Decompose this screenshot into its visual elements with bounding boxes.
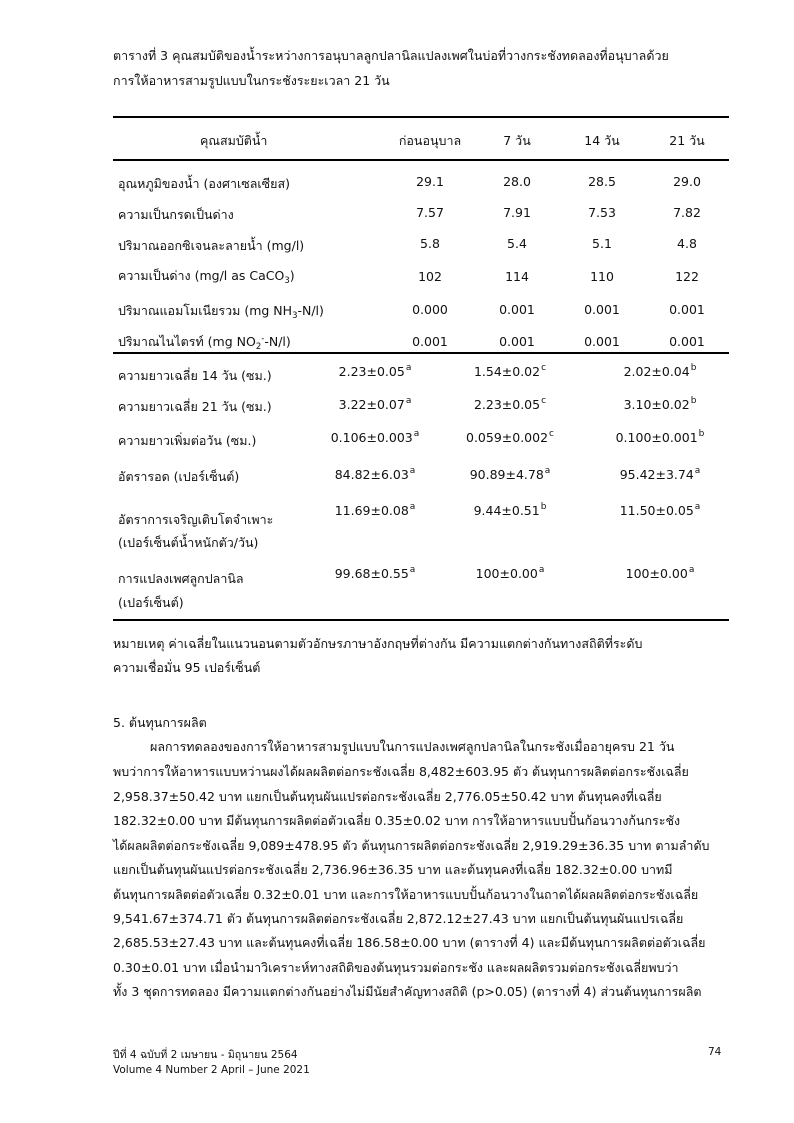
growth-value	[600, 467, 720, 482]
paragraph-line: 2,685.53±27.43 บาท และต้นทุนคงที่เฉลี่ย 186.58±0.00 บาท (ตารางที่ 4) และมีต้นทุนการผลิตต่อตัวเฉลี่ย	[113, 935, 706, 950]
paragraph-line: แยกเป็นต้นทุนผันแปรต่อกระชังเฉลี่ย 2,736.96±36.35 บาท และต้นทุนคงที่เฉลี่ย 182.32±0.00 บาทมี	[113, 862, 673, 877]
growth-value	[450, 397, 570, 412]
significance-letter: b	[690, 396, 697, 406]
value-text: 0.100±0.001	[615, 430, 698, 445]
growth-value	[315, 397, 435, 412]
paragraph-line: 182.32±0.00 บาท มีต้นทุนการผลิตต่อตัวเฉลี่ย 0.35±0.02 บาท การให้อาหารแบบปั้นก้อนวางก้นกระชัง	[113, 813, 681, 828]
header-day14: 14 วัน	[584, 133, 620, 148]
growth-value	[600, 364, 720, 379]
label-text-end: -N/l)	[264, 334, 291, 349]
value-text: 2.23±0.05	[473, 397, 541, 412]
growth-value	[450, 364, 570, 379]
significance-letter: b	[698, 429, 705, 439]
header-before: ก่อนอนุบาล	[398, 133, 462, 148]
water-value: 102	[418, 269, 442, 284]
value-text: 2.23±0.05	[338, 364, 405, 379]
table-note-line-2: ความเชื่อมั่น 95 เปอร์เซ็นต์	[113, 660, 261, 675]
significance-letter: a	[538, 565, 545, 575]
paragraph-line: พบว่าการให้อาหารแบบหว่านผงได้ผลผลิตต่อกระชังเฉลี่ย 8,482±603.95 ตัว ต้นทุนการผลิตต่อกระชังเฉลี่ย	[113, 764, 689, 779]
water-value: 0.001	[584, 302, 620, 317]
water-value: 4.8	[677, 236, 697, 251]
growth-value	[315, 503, 435, 518]
table-header-rule	[113, 159, 729, 161]
growth-value	[600, 503, 720, 518]
value-text: 0.106±0.003	[330, 430, 413, 445]
water-value: 0.001	[412, 334, 448, 349]
water-value: 0.001	[669, 302, 705, 317]
growth-row-label: การแปลงเพศลูกปลานิล	[118, 571, 244, 586]
value-text: 9.44±0.51	[473, 503, 540, 518]
section-heading: 5. ต้นทุนการผลิต	[113, 715, 207, 730]
label-text-end: -N/l)	[297, 303, 324, 318]
value-text: 95.42±3.74	[619, 467, 694, 482]
paragraph-line: 0.30±0.01 บาท เมื่อนำมาวิเคราะห์ทางสถิติของต้นทุนรวมต่อกระชัง และผลผลิตรวมต่อกระชังเฉลี่ยพบว่า	[113, 960, 679, 975]
growth-value	[315, 467, 435, 482]
significance-letter: c	[541, 396, 547, 406]
water-value: 28.0	[503, 174, 531, 189]
significance-letter: a	[409, 466, 416, 476]
paragraph-line: 9,541.67±374.71 ตัว ต้นทุนการผลิตต่อกระชังเฉลี่ย 2,872.12±27.43 บาท แยกเป็นต้นทุนผันแปรเฉลี่ย	[113, 911, 684, 926]
water-value: 29.1	[416, 174, 444, 189]
growth-value	[315, 364, 435, 379]
table-note-line-1: หมายเหตุ ค่าเฉลี่ยในแนวนอนตามตัวอักษรภาษาอังกฤษที่ต่างกัน มีความแตกต่างกันทางสถิติที่ระดับ	[113, 636, 643, 651]
water-value: 0.001	[584, 334, 620, 349]
growth-value	[600, 397, 720, 412]
value-text: 2.02±0.04	[623, 364, 690, 379]
significance-letter: a	[688, 565, 695, 575]
water-value: 5.4	[507, 236, 527, 251]
paragraph-line: ต้นทุนการผลิตต่อตัวเฉลี่ย 0.32±0.01 บาท และการให้อาหารแบบปั้นก้อนวางในถาดได้ผลผลิตต่อกระชังเฉลี่ย	[113, 887, 699, 902]
growth-value	[450, 566, 570, 581]
water-row-label: ปริมาณออกซิเจนละลายน้ำ (mg/l)	[118, 238, 305, 253]
page-number: 74	[708, 1046, 722, 1058]
table-top-rule	[113, 116, 729, 118]
water-value: 0.001	[499, 334, 535, 349]
growth-row-label: ความยาวเพิ่มต่อวัน (ซม.)	[118, 433, 257, 448]
growth-value	[600, 430, 720, 445]
water-value: 0.001	[669, 334, 705, 349]
water-value: 0.001	[499, 302, 535, 317]
table-caption-line-2: การให้อาหารสามรูปแบบในกระชังระยะเวลา 21 วัน	[113, 73, 390, 88]
value-text: 84.82±6.03	[334, 467, 409, 482]
water-row-label: ความเป็นกรดเป็นด่าง	[118, 207, 234, 222]
water-value: 0.000	[412, 302, 448, 317]
significance-letter: a	[409, 565, 416, 575]
significance-letter: a	[405, 363, 412, 373]
value-text: 1.54±0.02	[473, 364, 541, 379]
significance-letter: c	[549, 429, 554, 439]
label-subscript: 3	[292, 311, 298, 321]
significance-letter: a	[694, 466, 701, 476]
significance-letter: a	[694, 502, 701, 512]
growth-row-label-line-2: (เปอร์เซ็นต์น้ำหนักตัว/วัน)	[118, 535, 259, 550]
significance-letter: a	[409, 502, 416, 512]
growth-value	[600, 566, 720, 581]
growth-row-label: ความยาวเฉลี่ย 21 วัน (ซม.)	[118, 399, 272, 414]
value-text: 3.10±0.02	[623, 397, 690, 412]
growth-value	[315, 566, 435, 581]
water-row-label	[118, 266, 295, 286]
label-subscript: 2	[255, 342, 262, 352]
label-superscript: -	[261, 334, 265, 344]
water-value: 7.91	[503, 205, 531, 220]
footer-issue-thai: ปีที่ 4 ฉบับที่ 2 เมษายน - มิถุนายน 2564	[113, 1049, 298, 1061]
growth-row-label-line-2: (เปอร์เซ็นต์)	[118, 595, 184, 610]
significance-letter: b	[690, 363, 697, 373]
growth-value	[315, 430, 435, 445]
significance-letter: a	[413, 429, 420, 439]
footer-issue-english: Volume 4 Number 2 April – June 2021	[113, 1064, 310, 1076]
label-subscript: 3	[284, 276, 290, 286]
water-value: 29.0	[673, 174, 701, 189]
table-mid-rule	[113, 352, 729, 354]
label-text: ความเป็นด่าง (mg/l as CaCO	[118, 268, 285, 283]
header-day7: 7 วัน	[503, 133, 531, 148]
water-value: 7.82	[673, 205, 701, 220]
water-row-label	[118, 332, 291, 352]
significance-letter: a	[544, 466, 551, 476]
value-text: 0.059±0.002	[466, 430, 549, 445]
value-text: 11.50±0.05	[619, 503, 694, 518]
paragraph-line: ได้ผลผลิตต่อกระชังเฉลี่ย 9,089±478.95 ตัว ต้นทุนการผลิตต่อกระชังเฉลี่ย 2,919.29±36.35 บาท ตามลำดับ	[113, 838, 710, 853]
growth-row-label: อัตรารอด (เปอร์เซ็นต์)	[118, 469, 240, 484]
water-value: 28.5	[588, 174, 616, 189]
significance-letter: c	[541, 363, 547, 373]
label-text: ปริมาณแอมโมเนียรวม (mg NH	[118, 303, 293, 318]
value-text: 100±0.00	[475, 566, 538, 581]
water-value: 110	[590, 269, 614, 284]
significance-letter: b	[540, 502, 547, 512]
paragraph-line: 2,958.37±50.42 บาท แยกเป็นต้นทุนผันแปรต่อกระชังเฉลี่ย 2,776.05±50.42 บาท ต้นทุนคงที่เฉลี่ย	[113, 789, 662, 804]
water-row-label	[118, 301, 324, 321]
value-text: 100±0.00	[625, 566, 688, 581]
growth-row-label: ความยาวเฉลี่ย 14 วัน (ซม.)	[118, 368, 272, 383]
water-value: 5.8	[420, 236, 440, 251]
water-value: 114	[505, 269, 529, 284]
label-text: ปริมาณไนไตรท์ (mg NO	[118, 334, 256, 349]
value-text: 90.89±4.78	[469, 467, 544, 482]
growth-value	[450, 467, 570, 482]
water-row-label: อุณหภูมิของน้ำ (องศาเซลเซียส)	[118, 176, 290, 191]
table-caption-line-1: ตารางที่ 3 คุณสมบัติของน้ำระหว่างการอนุบาลลูกปลานิลแปลงเพศในบ่อที่วางกระชังทดลองที่อนุบาลด้วย	[113, 48, 669, 63]
value-text: 11.69±0.08	[334, 503, 409, 518]
table-bottom-rule	[113, 619, 729, 621]
value-text: 3.22±0.07	[338, 397, 405, 412]
significance-letter: a	[405, 396, 412, 406]
water-value: 7.53	[588, 205, 616, 220]
water-value: 7.57	[416, 205, 444, 220]
growth-value	[450, 503, 570, 518]
value-text: 99.68±0.55	[334, 566, 409, 581]
header-property: คุณสมบัติน้ำ	[200, 133, 268, 148]
water-value: 122	[675, 269, 699, 284]
label-text-end: )	[289, 268, 295, 283]
water-value: 5.1	[592, 236, 612, 251]
paragraph-line: ผลการทดลองของการให้อาหารสามรูปแบบในการแปลงเพศลูกปลานิลในกระชังเมื่ออายุครบ 21 วัน	[150, 739, 675, 754]
growth-value	[450, 430, 570, 445]
paragraph-line: ทั้ง 3 ชุดการทดลอง มีความแตกต่างกันอย่างไม่มีนัยสำคัญทางสถิติ (p>0.05) (ตารางที่ 4) ส่วนต้นทุนการผลิต	[113, 984, 702, 999]
header-day21: 21 วัน	[669, 133, 705, 148]
growth-row-label: อัตราการเจริญเติบโตจำเพาะ	[118, 512, 274, 527]
